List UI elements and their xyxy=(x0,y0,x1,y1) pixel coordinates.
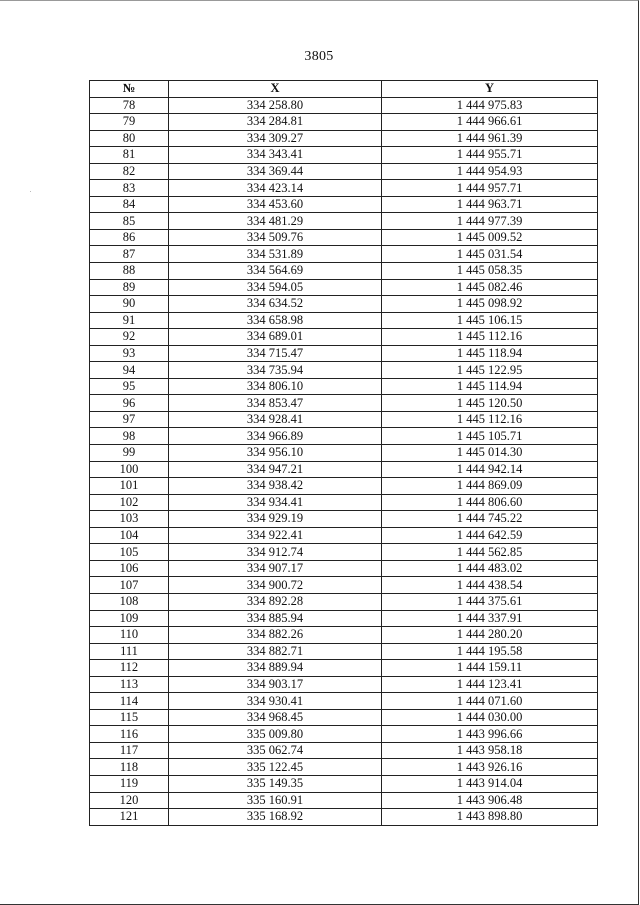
cell-x: 335 149.35 xyxy=(169,775,382,792)
cell-y: 1 444 483.02 xyxy=(382,560,598,577)
cell-number: 102 xyxy=(90,494,169,511)
cell-y: 1 443 958.18 xyxy=(382,742,598,759)
cell-y: 1 444 280.20 xyxy=(382,627,598,644)
table-row xyxy=(90,180,598,197)
table-row xyxy=(90,130,598,147)
cell-y: 1 444 337.91 xyxy=(382,610,598,627)
cell-y: 1 445 105.71 xyxy=(382,428,598,445)
cell-number: 93 xyxy=(90,345,169,362)
cell-y: 1 444 869.09 xyxy=(382,478,598,495)
cell-y: 1 444 375.61 xyxy=(382,593,598,610)
cell-number: 101 xyxy=(90,478,169,495)
header-y: Y xyxy=(382,81,598,98)
table-row xyxy=(90,593,598,610)
table-row xyxy=(90,560,598,577)
table-row xyxy=(90,792,598,809)
cell-y: 1 444 942.14 xyxy=(382,461,598,478)
cell-x: 335 062.74 xyxy=(169,742,382,759)
cell-x: 334 634.52 xyxy=(169,296,382,313)
table-body xyxy=(90,97,598,825)
table-row xyxy=(90,411,598,428)
cell-y: 1 444 159.11 xyxy=(382,660,598,677)
cell-number: 117 xyxy=(90,742,169,759)
cell-number: 92 xyxy=(90,329,169,346)
cell-y: 1 445 122.95 xyxy=(382,362,598,379)
cell-number: 113 xyxy=(90,676,169,693)
cell-x: 334 907.17 xyxy=(169,560,382,577)
table-row xyxy=(90,229,598,246)
table-row xyxy=(90,627,598,644)
cell-y: 1 444 957.71 xyxy=(382,180,598,197)
table-row xyxy=(90,312,598,329)
cell-x: 334 509.76 xyxy=(169,229,382,246)
cell-x: 334 947.21 xyxy=(169,461,382,478)
cell-number: 84 xyxy=(90,196,169,213)
cell-y: 1 443 898.80 xyxy=(382,809,598,826)
table-row xyxy=(90,114,598,131)
table-row xyxy=(90,660,598,677)
cell-x: 334 900.72 xyxy=(169,577,382,594)
cell-y: 1 443 906.48 xyxy=(382,792,598,809)
table-row xyxy=(90,246,598,263)
cell-y: 1 445 106.15 xyxy=(382,312,598,329)
cell-x: 334 934.41 xyxy=(169,494,382,511)
cell-y: 1 445 114.94 xyxy=(382,378,598,395)
cell-x: 334 929.19 xyxy=(169,511,382,528)
cell-x: 334 531.89 xyxy=(169,246,382,263)
cell-number: 98 xyxy=(90,428,169,445)
cell-number: 116 xyxy=(90,726,169,743)
cell-x: 334 938.42 xyxy=(169,478,382,495)
table-row xyxy=(90,362,598,379)
cell-x: 334 892.28 xyxy=(169,593,382,610)
cell-y: 1 444 955.71 xyxy=(382,147,598,164)
cell-y: 1 443 914.04 xyxy=(382,775,598,792)
cell-x: 334 715.47 xyxy=(169,345,382,362)
cell-y: 1 445 031.54 xyxy=(382,246,598,263)
coordinates-table xyxy=(89,80,598,826)
cell-number: 111 xyxy=(90,643,169,660)
cell-y: 1 444 806.60 xyxy=(382,494,598,511)
table-row xyxy=(90,709,598,726)
table-row xyxy=(90,213,598,230)
cell-number: 114 xyxy=(90,693,169,710)
cell-number: 95 xyxy=(90,378,169,395)
scan-speck xyxy=(30,191,31,192)
table-row xyxy=(90,809,598,826)
cell-number: 86 xyxy=(90,229,169,246)
cell-x: 334 658.98 xyxy=(169,312,382,329)
cell-y: 1 444 963.71 xyxy=(382,196,598,213)
table-row xyxy=(90,97,598,114)
cell-y: 1 445 009.52 xyxy=(382,229,598,246)
cell-number: 90 xyxy=(90,296,169,313)
cell-y: 1 444 977.39 xyxy=(382,213,598,230)
cell-y: 1 445 118.94 xyxy=(382,345,598,362)
cell-number: 103 xyxy=(90,511,169,528)
cell-number: 121 xyxy=(90,809,169,826)
cell-number: 82 xyxy=(90,163,169,180)
cell-y: 1 445 112.16 xyxy=(382,411,598,428)
cell-y: 1 445 014.30 xyxy=(382,445,598,462)
cell-x: 334 966.89 xyxy=(169,428,382,445)
cell-y: 1 444 975.83 xyxy=(382,97,598,114)
cell-number: 105 xyxy=(90,544,169,561)
cell-number: 100 xyxy=(90,461,169,478)
table-row xyxy=(90,759,598,776)
cell-number: 112 xyxy=(90,660,169,677)
cell-x: 334 258.80 xyxy=(169,97,382,114)
cell-x: 334 309.27 xyxy=(169,130,382,147)
cell-y: 1 444 745.22 xyxy=(382,511,598,528)
cell-y: 1 444 030.00 xyxy=(382,709,598,726)
cell-x: 334 481.29 xyxy=(169,213,382,230)
table-row xyxy=(90,511,598,528)
cell-number: 108 xyxy=(90,593,169,610)
cell-x: 334 922.41 xyxy=(169,527,382,544)
table-row xyxy=(90,643,598,660)
cell-x: 334 882.71 xyxy=(169,643,382,660)
table-row xyxy=(90,527,598,544)
cell-y: 1 443 926.16 xyxy=(382,759,598,776)
cell-x: 334 594.05 xyxy=(169,279,382,296)
table-row xyxy=(90,395,598,412)
table-row xyxy=(90,544,598,561)
table-row xyxy=(90,693,598,710)
cell-number: 120 xyxy=(90,792,169,809)
cell-x: 334 882.26 xyxy=(169,627,382,644)
cell-number: 88 xyxy=(90,263,169,280)
cell-number: 97 xyxy=(90,411,169,428)
table-row xyxy=(90,742,598,759)
cell-x: 335 168.92 xyxy=(169,809,382,826)
table-row xyxy=(90,196,598,213)
cell-x: 335 009.80 xyxy=(169,726,382,743)
table-row xyxy=(90,378,598,395)
cell-y: 1 444 562.85 xyxy=(382,544,598,561)
header-row xyxy=(90,81,598,98)
cell-number: 83 xyxy=(90,180,169,197)
cell-number: 106 xyxy=(90,560,169,577)
cell-x: 335 160.91 xyxy=(169,792,382,809)
cell-x: 334 453.60 xyxy=(169,196,382,213)
cell-x: 334 343.41 xyxy=(169,147,382,164)
cell-x: 334 689.01 xyxy=(169,329,382,346)
table-row xyxy=(90,478,598,495)
table-row xyxy=(90,345,598,362)
table-row xyxy=(90,577,598,594)
cell-y: 1 445 058.35 xyxy=(382,263,598,280)
cell-y: 1 444 966.61 xyxy=(382,114,598,131)
table-row xyxy=(90,726,598,743)
cell-y: 1 443 996.66 xyxy=(382,726,598,743)
cell-number: 78 xyxy=(90,97,169,114)
cell-number: 79 xyxy=(90,114,169,131)
cell-number: 115 xyxy=(90,709,169,726)
table-row xyxy=(90,494,598,511)
cell-y: 1 444 195.58 xyxy=(382,643,598,660)
cell-y: 1 444 438.54 xyxy=(382,577,598,594)
table-row xyxy=(90,329,598,346)
table-row xyxy=(90,461,598,478)
table-row xyxy=(90,163,598,180)
cell-x: 334 564.69 xyxy=(169,263,382,280)
cell-y: 1 444 954.93 xyxy=(382,163,598,180)
cell-number: 118 xyxy=(90,759,169,776)
table-row xyxy=(90,263,598,280)
cell-x: 334 956.10 xyxy=(169,445,382,462)
table-row xyxy=(90,676,598,693)
cell-x: 335 122.45 xyxy=(169,759,382,776)
cell-number: 109 xyxy=(90,610,169,627)
cell-number: 110 xyxy=(90,627,169,644)
cell-x: 334 903.17 xyxy=(169,676,382,693)
cell-number: 87 xyxy=(90,246,169,263)
cell-number: 96 xyxy=(90,395,169,412)
table-row xyxy=(90,610,598,627)
cell-x: 334 889.94 xyxy=(169,660,382,677)
cell-number: 80 xyxy=(90,130,169,147)
page-number: 3805 xyxy=(304,49,334,64)
cell-x: 334 928.41 xyxy=(169,411,382,428)
cell-x: 334 968.45 xyxy=(169,709,382,726)
cell-y: 1 445 120.50 xyxy=(382,395,598,412)
table-row xyxy=(90,428,598,445)
cell-x: 334 806.10 xyxy=(169,378,382,395)
cell-number: 119 xyxy=(90,775,169,792)
cell-x: 334 423.14 xyxy=(169,180,382,197)
cell-y: 1 445 098.92 xyxy=(382,296,598,313)
cell-y: 1 445 082.46 xyxy=(382,279,598,296)
cell-number: 99 xyxy=(90,445,169,462)
cell-number: 107 xyxy=(90,577,169,594)
header-number: № xyxy=(90,81,169,98)
cell-y: 1 445 112.16 xyxy=(382,329,598,346)
header-x: X xyxy=(169,81,382,98)
cell-x: 334 853.47 xyxy=(169,395,382,412)
table-header xyxy=(90,81,598,98)
cell-number: 89 xyxy=(90,279,169,296)
table-row xyxy=(90,147,598,164)
cell-y: 1 444 642.59 xyxy=(382,527,598,544)
cell-x: 334 885.94 xyxy=(169,610,382,627)
cell-x: 334 735.94 xyxy=(169,362,382,379)
cell-x: 334 369.44 xyxy=(169,163,382,180)
cell-number: 104 xyxy=(90,527,169,544)
cell-x: 334 912.74 xyxy=(169,544,382,561)
cell-y: 1 444 071.60 xyxy=(382,693,598,710)
cell-x: 334 284.81 xyxy=(169,114,382,131)
cell-y: 1 444 961.39 xyxy=(382,130,598,147)
cell-number: 91 xyxy=(90,312,169,329)
cell-number: 85 xyxy=(90,213,169,230)
table-row xyxy=(90,775,598,792)
table-row xyxy=(90,279,598,296)
cell-number: 94 xyxy=(90,362,169,379)
cell-x: 334 930.41 xyxy=(169,693,382,710)
table-row xyxy=(90,445,598,462)
cell-number: 81 xyxy=(90,147,169,164)
table-row xyxy=(90,296,598,313)
cell-y: 1 444 123.41 xyxy=(382,676,598,693)
